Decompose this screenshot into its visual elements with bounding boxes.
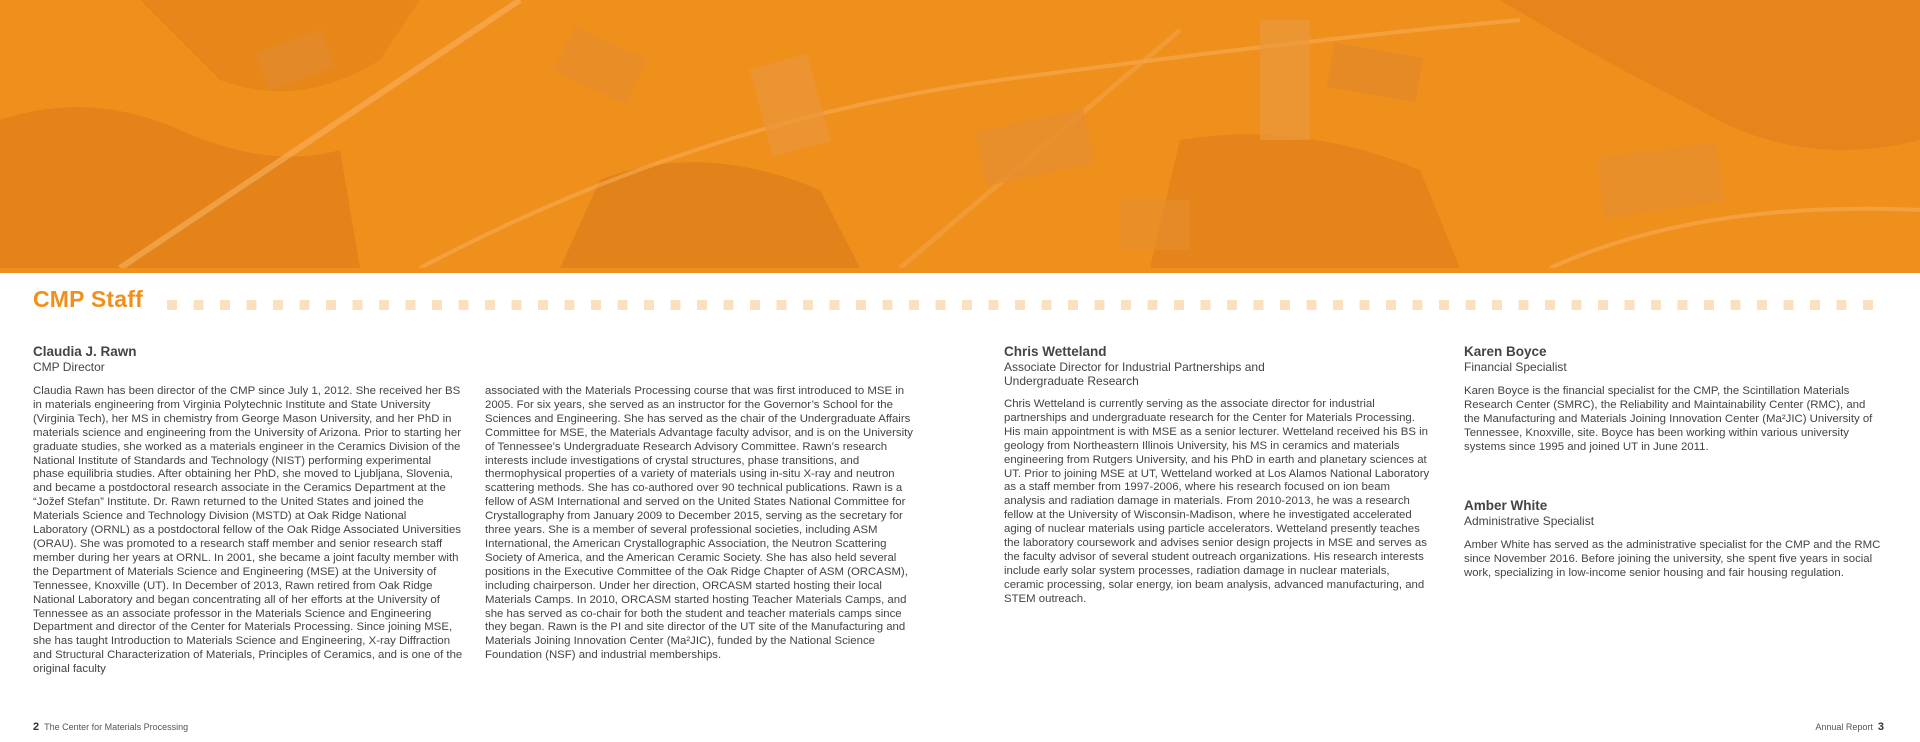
page-number-left: 2 — [33, 721, 40, 733]
footer-left — [33, 721, 188, 733]
staff-name-wetteland: Chris Wetteland — [1004, 344, 1107, 359]
section-title: CMP Staff — [33, 286, 143, 312]
staff-bio-boyce: Karen Boyce is the financial specialist for the CMP, the Scintillation Materials Research Center (SMRC), the Reliability and Maintainability Center (RMC), and the Manufacturing and Materials Joining Innovation Center (Ma²JIC) University of Tennessee, Knoxville, site. Boyce has been working within various university systems since 1995 and joined UT in June 2011. — [1464, 385, 1873, 453]
staff-title-boyce: Financial Specialist — [1464, 360, 1567, 374]
footer-left-text: The Center for Materials Processing — [44, 722, 189, 732]
staff-bio-wetteland: Chris Wetteland is currently serving as the associate director for industrial partnerships and undergraduate research for the Center for Materials Processing. His main appointment is with MSE as a senior lecturer. Wetteland received his BS in geology from Northeastern Illinois University, his MS in ceramics and materials engineering from Rutgers University, and his PhD in earth and planetary sciences at UT. Prior to joining MSE at UT, Wetteland worked at Los Alamos National Laboratory as a staff member from 1997-2006, where his research focused on ion beam analysis and radiation damage in materials. From 2010-2013, he was a research fellow at the University of Wisconsin-Madison, where he investigated accelerated aging of nuclear materials using particle accelerators. Wetteland presently teaches the laboratory coursework and advises senior design projects in MSE and serves as the faculty advisor of several student outreach organizations. His research interests include early solar system processes, radiation damage in nuclear materials, ceramic processing, solar energy, ion beam analysis, advanced manufacturing, and STEM outreach. — [1004, 398, 1430, 605]
staff-name-rawn: Claudia J. Rawn — [33, 344, 137, 359]
banner-rule — [0, 268, 1920, 273]
staff-title-wetteland: Associate Director for Industrial Partnerships and Undergraduate Research — [1004, 360, 1265, 388]
staff-bio-rawn-part2: associated with the Materials Processing course that was first introduced to MSE in 2005. For six years, she served as an instructor for the Governor’s School for the Sciences and Engineering. She has served as the chair of the Undergraduate Affairs Committee for MSE, the Materials Advantage faculty advisor, and is on the University of Tennessee’s Undergraduate Research Advisory Committee. Rawn’s research interests include investigations of crystal structures, phase transitions, and thermophysical properties of a variety of materials using in-situ X-ray and neutron scattering methods. She has co-authored over 90 technical publications. Rawn is a fellow of ASM International and served on the United States National Committee for Crystallography from January 2009 to December 2015, serving as the secretary for three years. She is a member of several professional societies, including ASM International, the American Crystallographic Association, the Neutron Scattering Society of America, and the American Ceramic Society. She has also held several positions in the Executive Committee of the Oak Ridge Chapter of ASM (ORCASM), including chairperson. Under her direction, ORCASM started hosting their local Materials Camps. In 2010, ORCASM started hosting Teacher Materials Camps, and she has served as co-chair for both the student and teacher materials camps since they began. Rawn is the PI and site director of the UT site of the Manufacturing and Materials Joining Innovation Center (Ma²JIC), funded by the National Science Foundation (NSF) and industrial memberships. — [485, 385, 913, 662]
campus-aerial-banner — [0, 0, 1920, 268]
page-number-right: 3 — [1877, 721, 1884, 733]
staff-title-rawn: CMP Director — [33, 360, 105, 374]
aerial-photo-illustration — [0, 0, 1920, 268]
footer-right-text: Annual Report — [1815, 722, 1873, 732]
staff-name-boyce: Karen Boyce — [1464, 344, 1547, 359]
dotted-divider — [167, 300, 1887, 310]
staff-bio-white: Amber White has served as the administrative specialist for the CMP and the RMC since November 2016. Before joining the university, she spent five years in social work, specializing in low-income senior housing and fair housing regulation. — [1464, 539, 1881, 579]
staff-name-white: Amber White — [1464, 498, 1548, 513]
staff-bio-rawn-part1: Claudia Rawn has been director of the CMP since July 1, 2012. She received her BS in materials engineering from Virginia Polytechnic Institute and State University (Virginia Tech), her MS in chemistry from George Mason University, and her PhD in materials science and engineering from the University of Arizona. Prior to starting her graduate studies, she worked as a materials engineer in the Ceramics Division of the National Institute of Standards and Technology (NIST) performing experimental phase equilibria studies. After obtaining her PhD, she moved to Ljubljana, Slovenia, and became a postdoctoral research associate in the Ceramics Department at the “Jožef Stefan” Institute. Dr. Rawn returned to the United States and joined the Materials Science and Technology Division (MSTD) at Oak Ridge National Laboratory (ORNL) as a postdoctoral fellow of the Oak Ridge Associated Universities (ORAU). She was promoted to a research staff member and senior research staff member during her years at ORNL. In 2001, she became a joint faculty member with the Department of Materials Science and Engineering (MSE) at the University of Tennessee, Knoxville (UT). In December of 2013, Rawn retired from Oak Ridge National Laboratory and began concentrating all of her efforts at the University of Tennessee as an associate professor in the Materials Science and Engineering Department and director of the Center for Materials Processing. Since joining MSE, she has taught Introduction to Materials Science and Engineering, X-ray Diffraction and Structural Characterization of Materials, Principles of Ceramics, and is one of the original faculty — [33, 385, 463, 676]
footer-right — [1815, 721, 1884, 733]
staff-title-white: Administrative Specialist — [1464, 514, 1595, 528]
